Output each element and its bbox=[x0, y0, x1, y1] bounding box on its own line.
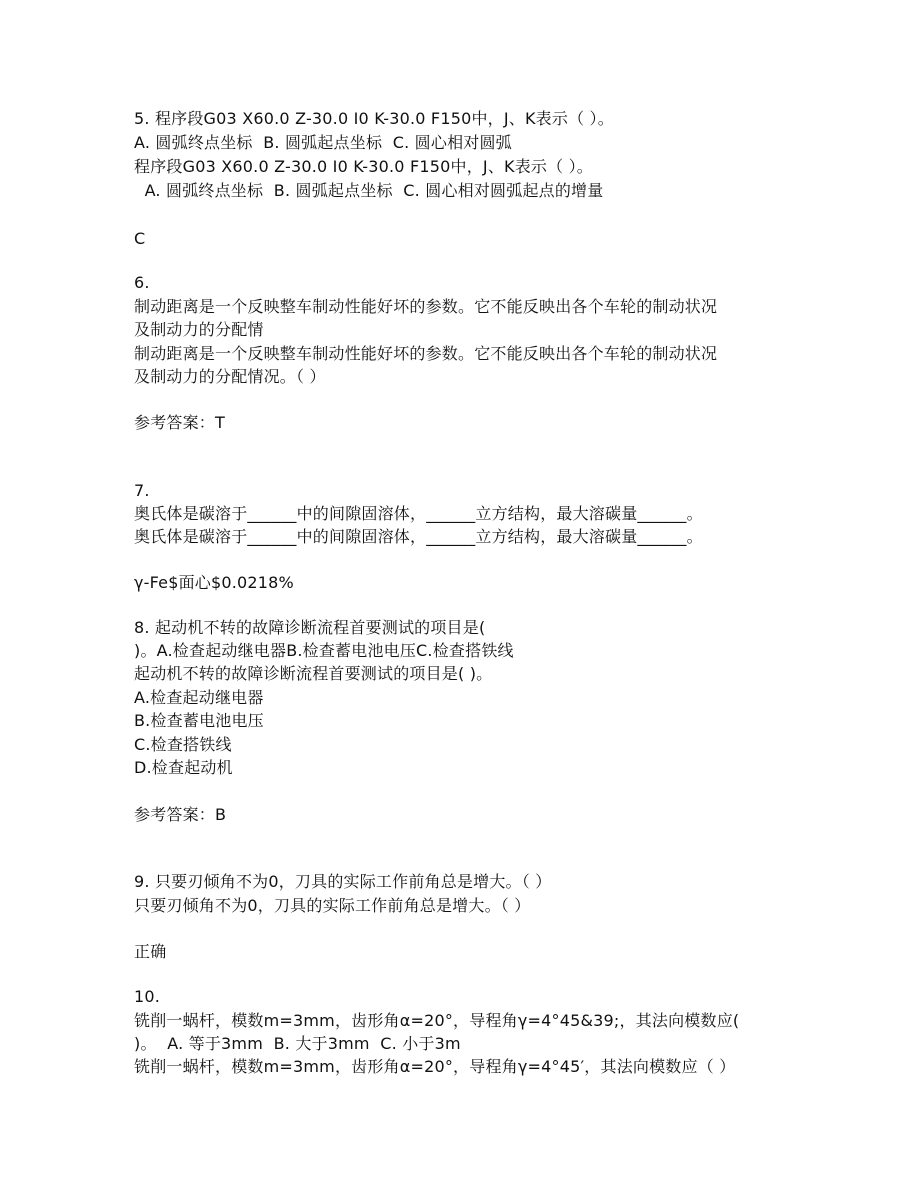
q6-line-2: 及制动力的分配情 bbox=[134, 320, 264, 339]
q8-option-b: B.检查蓄电池电压 bbox=[134, 711, 264, 730]
q5-line-3: 程序段G03 X60.0 Z-30.0 I0 K-30.0 F150中，J、K表示（ ）。 bbox=[134, 157, 594, 176]
q10-line-2: )。 A. 等于3mm B. 大于3mm C. 小于3m bbox=[134, 1034, 461, 1053]
q9-line-1: 9. 只要刃倾角不为0，刀具的实际工作前角总是增大。（ ） bbox=[134, 872, 552, 891]
q5-line-4: A. 圆弧终点坐标 B. 圆弧起点坐标 C. 圆心相对圆弧起点的增量 bbox=[134, 181, 604, 200]
q8-answer: 参考答案：B bbox=[134, 805, 227, 824]
q5-answer: C bbox=[134, 229, 146, 248]
q7-answer: γ-Fe$面心$0.0218% bbox=[134, 573, 294, 592]
q6-number: 6. bbox=[134, 273, 150, 292]
q9-answer: 正确 bbox=[134, 942, 167, 961]
q5-line-1: 5. 程序段G03 X60.0 Z-30.0 I0 K-30.0 F150中，J、K表示（ ）。 bbox=[134, 109, 614, 128]
q10-line-3: 铣削一蜗杆，模数m=3mm，齿形角α=20°，导程角γ=4°45′，其法向模数应（ ） bbox=[134, 1057, 736, 1076]
q6-answer: 参考答案：T bbox=[134, 413, 225, 432]
q8-option-a: A.检查起动继电器 bbox=[134, 688, 264, 707]
q8-option-c: C.检查搭铁线 bbox=[134, 735, 232, 754]
q8-line-1: 8. 起动机不转的故障诊断流程首要测试的项目是( bbox=[134, 618, 486, 637]
q7-number: 7. bbox=[134, 481, 150, 500]
q8-line-3: 起动机不转的故障诊断流程首要测试的项目是( )。 bbox=[134, 664, 493, 683]
q6-line-4: 及制动力的分配情况。（ ） bbox=[134, 367, 326, 386]
q10-line-1: 铣削一蜗杆，模数m=3mm，齿形角α=20°，导程角γ=4°45&39;，其法向模数应( bbox=[134, 1011, 740, 1030]
q6-line-3: 制动距离是一个反映整车制动性能好坏的参数。它不能反映出各个车轮的制动状况 bbox=[134, 344, 718, 363]
q9-line-2: 只要刃倾角不为0，刀具的实际工作前角总是增大。（ ） bbox=[134, 896, 531, 915]
q7-line-1: 奥氏体是碳溶于______中的间隙固溶体，______立方结构，最大溶碳量______。 bbox=[134, 504, 703, 523]
q8-line-2: )。A.检查起动继电器B.检查蓄电池电压C.检查搭铁线 bbox=[134, 641, 514, 660]
q5-line-2: A. 圆弧终点坐标 B. 圆弧起点坐标 C. 圆心相对圆弧 bbox=[134, 133, 512, 152]
q7-line-2: 奥氏体是碳溶于______中的间隙固溶体，______立方结构，最大溶碳量______。 bbox=[134, 527, 703, 546]
q6-line-1: 制动距离是一个反映整车制动性能好坏的参数。它不能反映出各个车轮的制动状况 bbox=[134, 297, 718, 316]
q10-number: 10. bbox=[134, 987, 161, 1006]
q8-option-d: D.检查起动机 bbox=[134, 758, 233, 777]
